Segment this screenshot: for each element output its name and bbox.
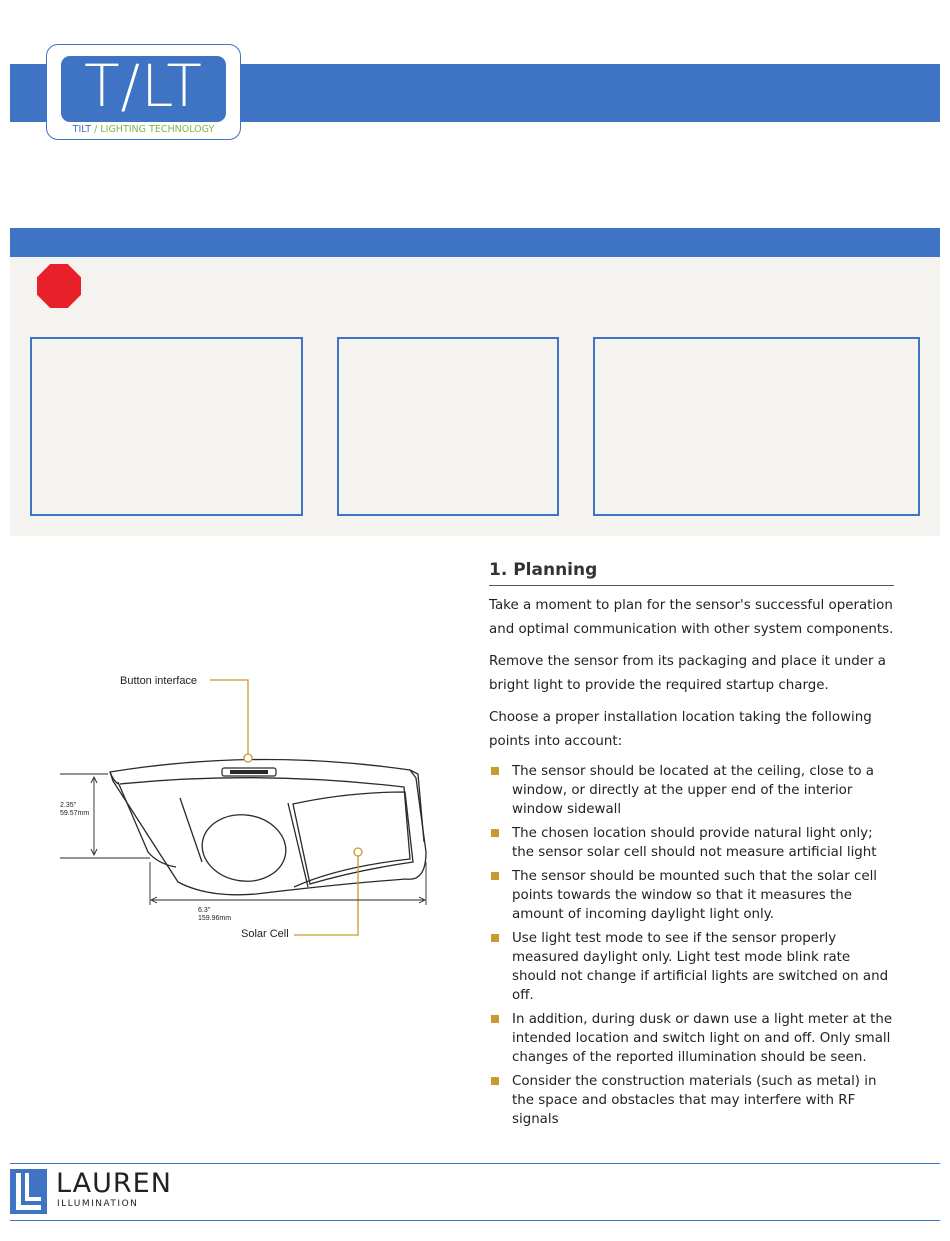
stop-sign-icon: [37, 264, 81, 308]
list-item-text: The sensor should be located at the ceiling, close to a window, or directly at the upper end of the interior window sidewall: [512, 764, 874, 817]
footer-company-name: LAUREN: [56, 1168, 172, 1199]
list-item: [489, 929, 894, 1005]
footer-company-subtitle: ILLUMINATION: [57, 1199, 139, 1209]
warning-panel-bar: [10, 228, 940, 257]
height-inches-label: 2.35": [60, 802, 77, 809]
list-item: [489, 824, 894, 862]
tagline-left: TILT: [72, 124, 92, 135]
footer-divider-top: [10, 1163, 940, 1164]
tlt-logo-tagline: [46, 124, 241, 135]
list-item: [489, 1072, 894, 1129]
list-item-text: The chosen location should provide natural light only; the sensor solar cell should not measure artificial light: [512, 826, 877, 860]
tagline-right: LIGHTING TECHNOLOGY: [100, 124, 215, 135]
lauren-logo-icon: [10, 1169, 47, 1214]
planning-section: [489, 560, 894, 1134]
planning-paragraph: Choose a proper installation location taking the following points into account:: [489, 710, 872, 749]
warning-box-3: [593, 337, 920, 516]
square-bullet-icon: [491, 767, 499, 775]
list-item: [489, 867, 894, 924]
square-bullet-icon: [491, 1015, 499, 1023]
square-bullet-icon: [491, 829, 499, 837]
sensor-body: [110, 759, 426, 894]
tlt-logo-letters: T/LT: [84, 52, 203, 120]
sensor-dimension-diagram: [58, 662, 438, 952]
list-item-text: In addition, during dusk or dawn use a light meter at the intended location and switch light on and off. Only small changes of the reported illumination should be seen.: [512, 1012, 893, 1065]
solar-cell-label: Solar Cell: [241, 928, 289, 940]
footer-divider-bottom: [10, 1220, 940, 1221]
tagline-sep: /: [94, 124, 98, 135]
warning-box-2: [337, 337, 559, 516]
width-inches-label: 6.3": [198, 907, 211, 914]
square-bullet-icon: [491, 872, 499, 880]
button-interface-label: Button interface: [120, 675, 198, 687]
height-mm-label: 59.57mm: [60, 810, 90, 817]
warning-box-1: [30, 337, 303, 516]
planning-title: 1. Planning: [489, 560, 894, 586]
square-bullet-icon: [491, 934, 499, 942]
width-mm-label: 159.96mm: [198, 915, 232, 922]
list-item-text: The sensor should be mounted such that the solar cell points towards the window so that it measures the amount of incoming daylight light only.: [512, 869, 878, 922]
planning-bullet-list: [489, 762, 894, 1129]
list-item: [489, 1010, 894, 1067]
square-bullet-icon: [491, 1077, 499, 1085]
list-item: [489, 762, 894, 819]
planning-paragraph: Remove the sensor from its packaging and place it under a bright light to provide the required startup charge.: [489, 654, 886, 693]
planning-paragraph: Take a moment to plan for the sensor's successful operation and optimal communication with other system components.: [489, 598, 894, 637]
list-item-text: Use light test mode to see if the sensor properly measured daylight only. Light test mode blink rate should not change if artificial lights are switched on and off.: [512, 931, 889, 1003]
list-item-text: Consider the construction materials (such as metal) in the space and obstacles that may interfere with RF signals: [512, 1074, 877, 1127]
